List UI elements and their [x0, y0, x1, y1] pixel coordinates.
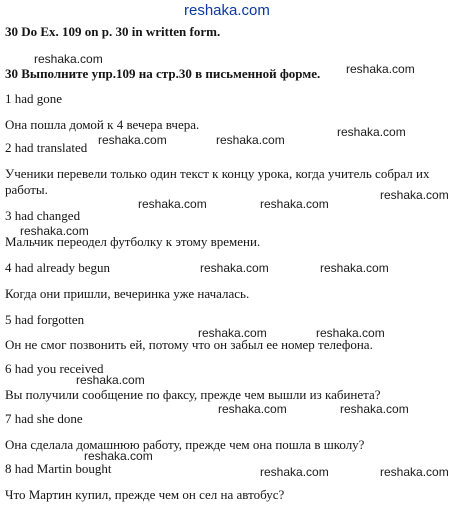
answer-sentence-7: Она сделала домашнюю работу, прежде чем она пошла в школу? [5, 437, 365, 452]
watermark: reshaka.com [380, 188, 449, 202]
watermark: reshaka.com [198, 326, 267, 340]
watermark: reshaka.com [84, 449, 153, 463]
watermark: reshaka.com [20, 224, 89, 238]
answer-label-5: 5 had forgotten [5, 312, 85, 327]
watermark: reshaka.com [76, 373, 145, 387]
watermark: reshaka.com [260, 465, 329, 479]
watermark: reshaka.com [98, 133, 167, 147]
watermark: reshaka.com [346, 62, 415, 76]
answer-label-1: 1 had gone [5, 91, 63, 106]
answer-sentence-4: Когда они пришли, вечеринка уже началась. [5, 286, 250, 301]
watermark: reshaka.com [340, 402, 409, 416]
answer-label-3: 3 had changed [5, 208, 81, 223]
watermark: reshaka.com [34, 52, 103, 66]
answer-sentence-6: Вы получили сообщение по факсу, прежде чем вышли из кабинета? [5, 387, 381, 402]
answer-label-2: 2 had translated [5, 140, 88, 155]
task-heading-en: 30 Do Ex. 109 on p. 30 in written form. [5, 24, 221, 39]
answer-label-6: 6 had you received [5, 361, 104, 376]
watermark: reshaka.com [138, 197, 207, 211]
watermark: reshaka.com [216, 133, 285, 147]
watermark: reshaka.com [316, 326, 385, 340]
answer-sentence-8: Что Мартин купил, прежде чем он сел на автобус? [5, 487, 285, 502]
answer-sentence-3: Мальчик переодел футболку к этому времени. [5, 234, 261, 249]
watermark: reshaka.com [337, 125, 406, 139]
watermark: reshaka.com [200, 261, 269, 275]
answer-label-8: 8 had Martin bought [5, 461, 112, 476]
answer-sentence-5: Он не смог позвонить ей, потому что он забыл ее номер телефона. [5, 337, 373, 352]
watermark: reshaka.com [320, 261, 389, 275]
site-header-link[interactable]: reshaka.com [184, 2, 270, 19]
answer-sentence-2: Ученики перевели только один текст к концу урока, когда учитель собрал их работы. [5, 166, 430, 197]
watermark: reshaka.com [218, 402, 287, 416]
watermark: reshaka.com [380, 465, 449, 479]
answer-label-4: 4 had already begun [5, 260, 111, 275]
watermark: reshaka.com [260, 197, 329, 211]
answer-label-7: 7 had she done [5, 411, 83, 426]
task-heading-ru: 30 Выполните упр.109 на стр.30 в письменной форме. [5, 66, 321, 81]
answer-sentence-1: Она пошла домой к 4 вечера вчера. [5, 117, 200, 132]
